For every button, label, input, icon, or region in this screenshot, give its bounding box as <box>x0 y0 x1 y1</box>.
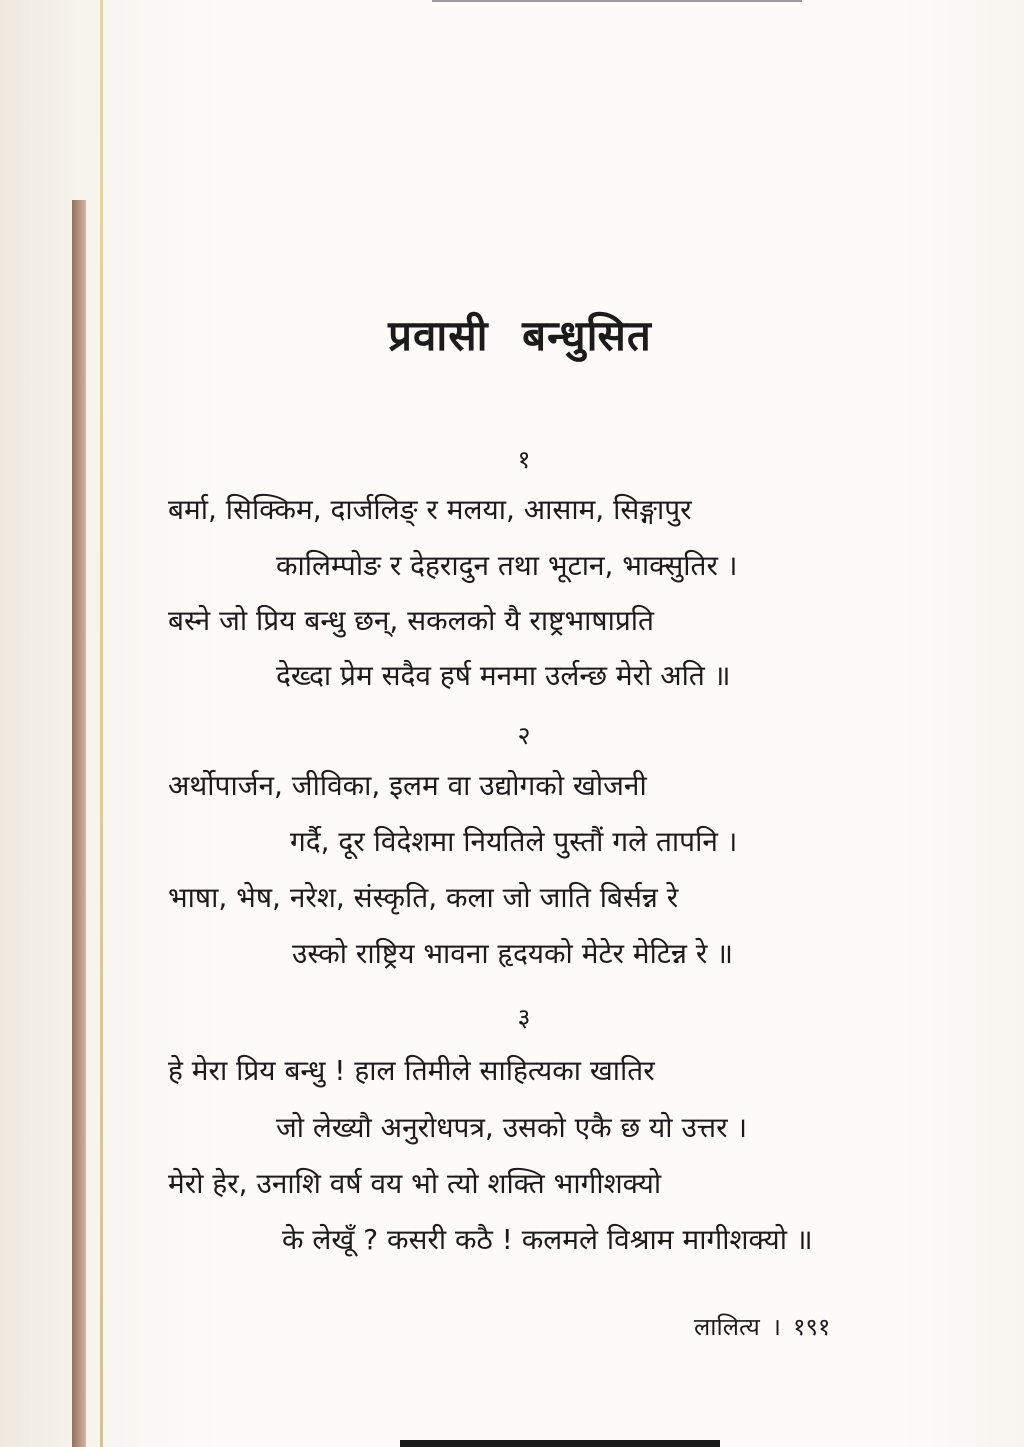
verse-line: देख्दा प्रेम सदैव हर्ष मनमा उर्लन्छ मेरो अति ॥ <box>276 659 731 692</box>
poem-title: प्रवासी बन्धुसित <box>388 311 652 360</box>
verse-line: भाषा, भेष, नरेश, संस्कृति, कला जो जाति बिर्सन्न रे <box>168 881 679 914</box>
stanza-number: २ <box>517 721 531 750</box>
footer-separator: । <box>771 1313 781 1341</box>
verse-line: जो लेख्यौ अनुरोधपत्र, उसको एकै छ यो उत्तर । <box>276 1111 748 1144</box>
book-title: लालित्य <box>694 1313 760 1341</box>
verse-line: बस्ने जो प्रिय बन्धु छन्, सकलको यै राष्ट्रभाषाप्रति <box>168 604 654 637</box>
verse-line: बर्मा, सिक्किम, दार्जलिङ् र मलया, आसाम, सिङ्गापुर <box>168 493 692 526</box>
stanza-number: १ <box>517 445 531 474</box>
verse-line: गर्दै, दूर विदेशमा नियतिले पुस्तौं गले तापनि । <box>290 825 738 858</box>
top-rule <box>432 0 802 2</box>
verse-line: हे मेरा प्रिय बन्धु ! हाल तिमीले साहित्यका खातिर <box>168 1054 655 1087</box>
verse-line: अर्थोपार्जन, जीविका, इलम वा उद्योगको खोजनी <box>168 769 647 802</box>
verse-line: के लेखूँ ? कसरी कठै ! कलमले विश्राम मागीशक्यो ॥ <box>282 1223 813 1256</box>
page-number: १९१ <box>792 1313 831 1341</box>
book-binding-edge <box>72 200 86 1447</box>
verse-line: कालिम्पोङ र देहरादुन तथा भूटान, भाक्सुतिर । <box>276 549 738 582</box>
page-footer <box>694 1310 830 1343</box>
bottom-edge-shadow <box>400 1440 720 1447</box>
verse-line: उस्को राष्ट्रिय भावना हृदयको मेटेर मेटिन्न रे ॥ <box>292 937 734 970</box>
stanza-number: ३ <box>517 1003 531 1032</box>
verse-line: मेरो हेर, उनाशि वर्ष वय भो त्यो शक्ति भागीशक्यो <box>168 1167 662 1200</box>
